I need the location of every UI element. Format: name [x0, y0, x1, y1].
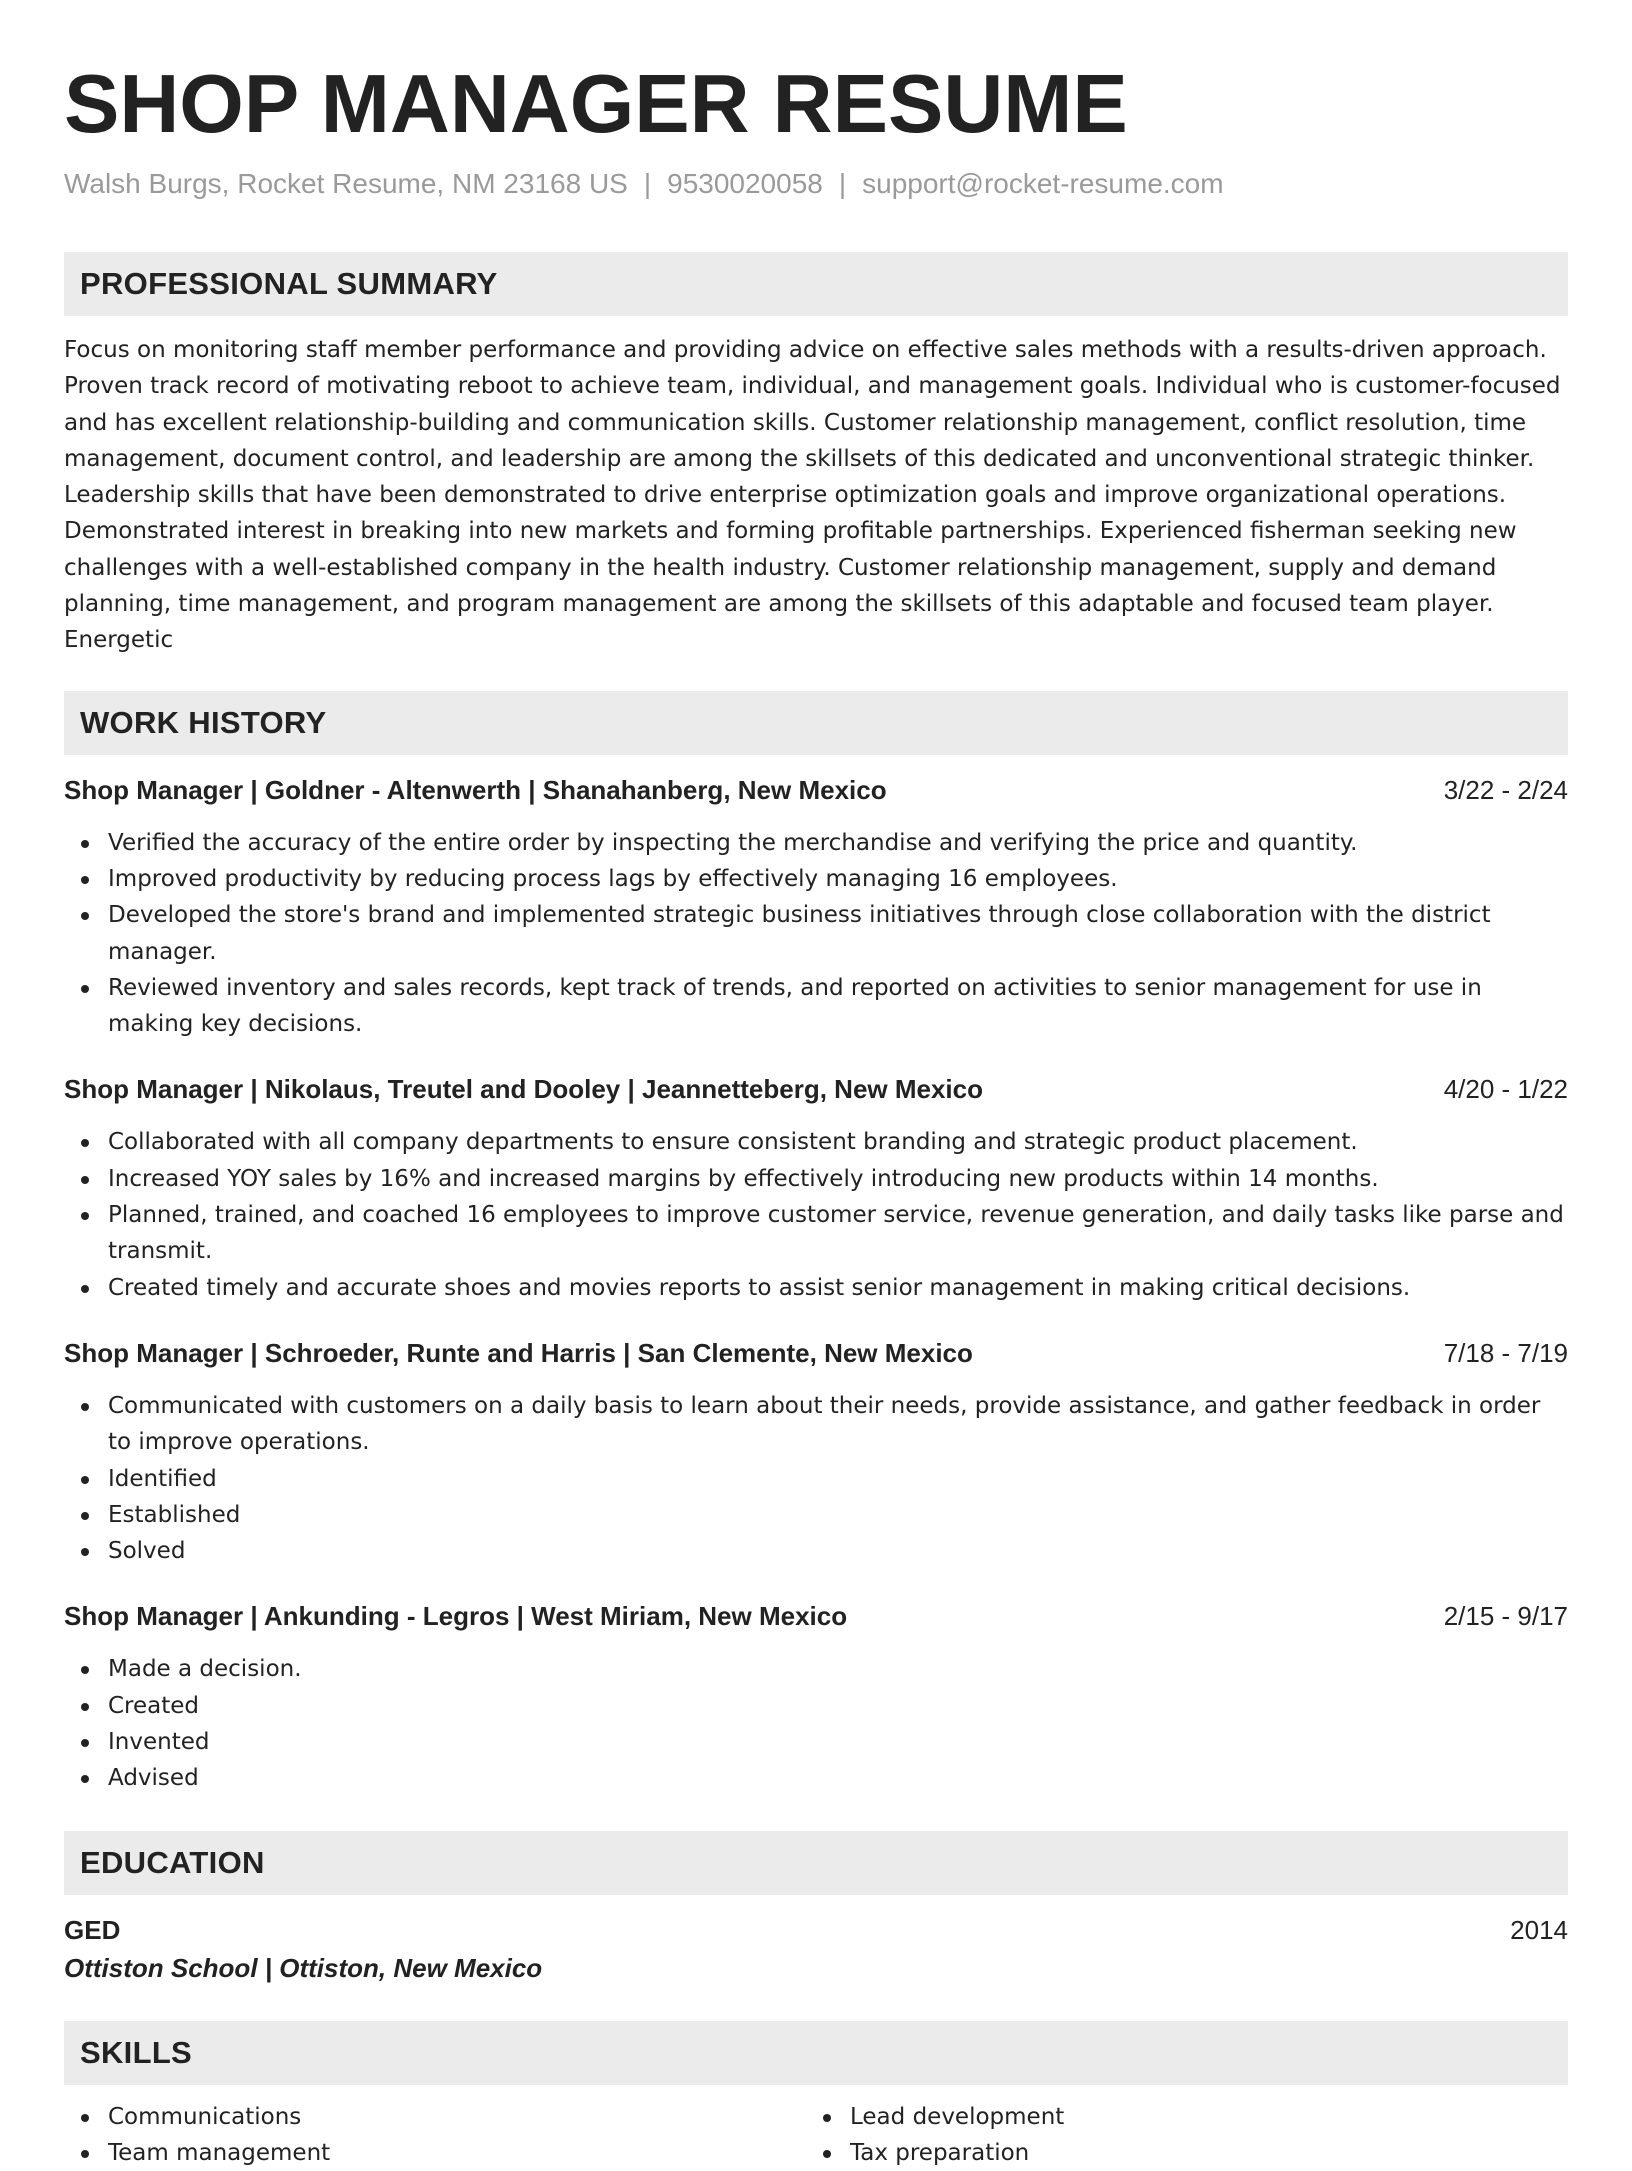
job-entry [64, 1336, 1568, 1569]
skill-item: Communications [64, 2099, 806, 2135]
job-bullet: Improved productivity by reducing process lags by effectively managing 16 employees. [64, 861, 1568, 897]
contact-address: Walsh Burgs, Rocket Resume, NM 23168 US [64, 168, 628, 199]
work-history-heading: WORK HISTORY [64, 691, 1568, 755]
job-bullet: Planned, trained, and coached 16 employees to improve customer service, revenue generation, and daily tasks like parse and transmit. [64, 1197, 1568, 1270]
skills-list [64, 2099, 806, 2171]
skill-item: Tax preparation [806, 2135, 1548, 2171]
job-bullet: Established [64, 1497, 1568, 1533]
job-bullet: Created timely and accurate shoes and movies reports to assist senior management in making critical decisions. [64, 1270, 1568, 1306]
contact-separator: | [838, 168, 847, 199]
contact-line [64, 166, 1568, 202]
skills-column-right [806, 2099, 1548, 2171]
skills-grid [64, 2099, 1568, 2171]
skill-item: Lead development [806, 2099, 1548, 2135]
job-bullet: Invented [64, 1724, 1568, 1760]
job-bullet: Increased YOY sales by 16% and increased margins by effectively introducing new products within 14 months. [64, 1161, 1568, 1197]
contact-email[interactable]: support@rocket-resume.com [862, 168, 1224, 199]
skill-item: Team management [64, 2135, 806, 2171]
job-title: Shop Manager | Goldner - Altenwerth | Shanahanberg, New Mexico [64, 774, 887, 805]
education-year: 2014 [1510, 1914, 1568, 1945]
job-entry [64, 1599, 1568, 1796]
summary-heading: PROFESSIONAL SUMMARY [64, 252, 1568, 316]
job-bullet: Collaborated with all company departments to ensure consistent branding and strategic product placement. [64, 1124, 1568, 1160]
skills-heading: SKILLS [64, 2021, 1568, 2085]
job-dates: 2/15 - 9/17 [1443, 1601, 1568, 1632]
education-school: Ottiston School | Ottiston, New Mexico [64, 1952, 543, 1983]
resume-page [64, 58, 1568, 2171]
job-dates: 4/20 - 1/22 [1443, 1074, 1568, 1105]
job-header [64, 1072, 1568, 1106]
job-title: Shop Manager | Ankunding - Legros | West Miriam, New Mexico [64, 1601, 848, 1632]
job-bullet: Solved [64, 1533, 1568, 1569]
education-degree: GED [64, 1914, 121, 1945]
contact-separator: | [643, 168, 652, 199]
job-title: Shop Manager | Nikolaus, Treutel and Dooley | Jeannetteberg, New Mexico [64, 1074, 983, 1105]
education-header [64, 1913, 1568, 1947]
job-dates: 3/22 - 2/24 [1443, 774, 1568, 805]
education-heading: EDUCATION [64, 1831, 1568, 1895]
job-title: Shop Manager | Schroeder, Runte and Harris | San Clemente, New Mexico [64, 1337, 973, 1368]
job-bullets [64, 1388, 1568, 1569]
resume-title: SHOP MANAGER RESUME [64, 57, 1128, 150]
job-bullets [64, 1124, 1568, 1305]
job-bullet: Communicated with customers on a daily basis to learn about their needs, provide assistance, and gather feedback in order to improve operations. [64, 1388, 1568, 1461]
job-bullet: Created [64, 1688, 1568, 1724]
job-bullet: Made a decision. [64, 1651, 1568, 1687]
job-entry [64, 1072, 1568, 1305]
job-entry [64, 773, 1568, 1043]
skills-column-left [64, 2099, 806, 2171]
job-bullet: Advised [64, 1760, 1568, 1796]
contact-phone: 9530020058 [667, 168, 823, 199]
job-bullets [64, 825, 1568, 1043]
job-bullet: Reviewed inventory and sales records, kept track of trends, and reported on activities to senior management for use in making key decisions. [64, 970, 1568, 1043]
skills-list [806, 2099, 1548, 2171]
job-header [64, 1336, 1568, 1370]
job-dates: 7/18 - 7/19 [1443, 1337, 1568, 1368]
job-header [64, 773, 1568, 807]
summary-text: Focus on monitoring staff member performance and providing advice on effective sales methods with a results-driven approach. Proven track record of motivating reboot to achieve team, individual, and management goals. Individual who is customer-focused and has excellent relationship-building and communication skills. Customer relationship management, conflict resolution, time management, document control, and leadership are among the skillsets of this dedicated and unconventional strategic thinker. Leadership skills that have been demonstrated to drive enterprise optimization goals and improve organizational operations. Demonstrated interest in breaking into new markets and forming profitable partnerships. Experienced fisherman seeking new challenges with a well-established company in the health industry. Customer relationship management, supply and demand planning, time management, and program management are among the skillsets of this adaptable and focused team player. Energetic [64, 337, 1561, 654]
job-header [64, 1599, 1568, 1633]
job-bullet: Identified [64, 1461, 1568, 1497]
job-bullets [64, 1651, 1568, 1796]
job-bullet: Developed the store's brand and implemented strategic business initiatives through close collaboration with the district manager. [64, 897, 1568, 970]
job-bullet: Verified the accuracy of the entire order by inspecting the merchandise and verifying the price and quantity. [64, 825, 1568, 861]
